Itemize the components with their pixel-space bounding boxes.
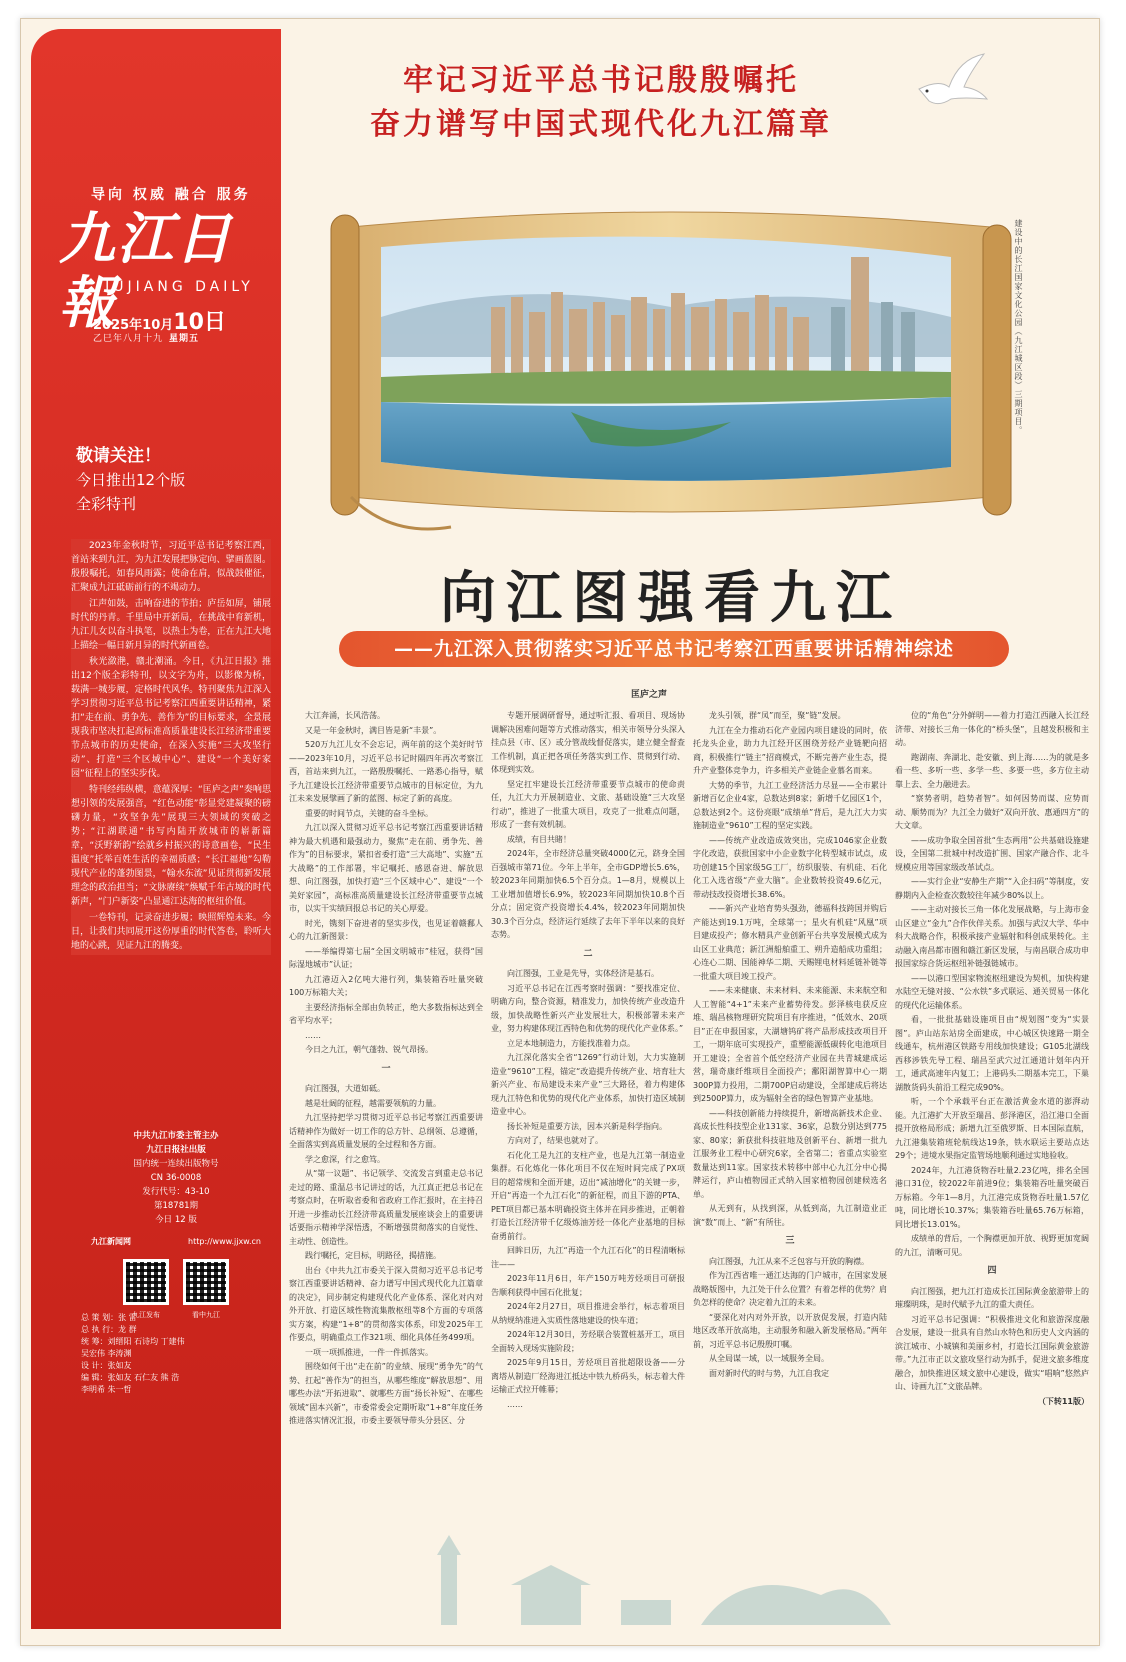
masthead-pinyin: JIUJIANG DAILY (97, 279, 254, 295)
credit-line: 总 策 划：张 雷 (81, 1313, 137, 1322)
top-headline (241, 59, 961, 147)
paragraph: 2024年，九江港货物吞吐量2.23亿吨，排名全国港口31位，较2022年前进9位；集装箱吞吐量突破百万标箱。今年1—8月，九江港完成货物吞吐量1.57亿吨，同比增长10.37%；集装箱吞吐量65.76万标箱，同比增长13.01%。 (895, 1165, 1089, 1229)
article-column (289, 709, 483, 1539)
credit-line: 总 执 行：龙 群 (81, 1325, 137, 1334)
credit-line: 李明希 朱一哲 (81, 1385, 132, 1394)
intro-text (71, 539, 271, 955)
date-prefix: 2025年10月 (93, 318, 174, 333)
credit-line: 吴宏伟 李涛渊 (81, 1349, 132, 1358)
paragraph: 坚定扛牢建设长江经济带重要节点城市的使命责任，九江大力开展制造业、文旅、基础设施“三大攻坚行动”，推进了一批重大项目，攻克了一批难点问题，形成了一套有效机制。 (491, 779, 685, 829)
paragraph: 从无到有，从找到深，从低到高，九江制造业正演“数”而上、“新”有所往。 (693, 1204, 887, 1227)
headline-line2: 奋力谱写中国式现代化九江篇章 (370, 107, 832, 142)
paragraph: 习近平总书记强调：“积极推进文化和旅游深度融合发展，建设一批具有自然山水特色和历史人文内涵的滨江城市、小城镇和美丽乡村，打造长江国际黄金旅游带。”九江市正以文旅攻坚行动为抓手，促进文旅多维度融合，加快推进区域文旅中心建设，做实“唱响”悠然庐山、诗画九江”文旅品牌。 (895, 1314, 1089, 1391)
paragraph: 立足本地制造力，方能找准着力点。 (507, 1038, 635, 1048)
paragraph: 石化化工是九江的支柱产业，也是九江第一制造业集群。石化炼化一体化项目不仅在短时间完成了PX项目的超常规和全面开建，迈出“减油增化”的关键一步，开启“再造一个九江石化”的新征程，而且下游的PTA、PET项目都已基本明确投资主体并在同步推进，正朝着打造长江经济带千亿级炼油芳烃一体化产业基地的目标奋勇前行。 (491, 1150, 685, 1241)
dove-icon (909, 49, 989, 121)
section-number: 三 (785, 1236, 795, 1246)
issue-code: 发行代号：43-10 (142, 1187, 210, 1197)
paragraph: 2024年2月27日，项目推进会举行，标志着项目从纳规纳准进入实质性落地建设的快车道； (491, 1302, 685, 1325)
paragraph: 成绩单的背后，一个胸襟更加开放、视野更加宽阔的九江，清晰可见。 (895, 1234, 1089, 1257)
paragraph: 跑湖南、奔湖北、赴安徽、到上海……为的就是多看一些、多听一些、多学一些、多要一些，多方位主动靠上去、全力融进去。 (895, 752, 1089, 789)
masthead-panel (31, 29, 281, 1629)
notice-title: 敬请关注！ (76, 446, 161, 466)
paragraph: “察势者明，趋势者智”。如何因势而谋、应势而动、顺势而为？九江全力做好“双向开放、惠通四方”的大文章。 (895, 794, 1089, 830)
paragraph: 越是壮阔的征程，越需要领航的力量。 (305, 1098, 441, 1108)
publisher: 九江日报社出版 (146, 1145, 206, 1155)
paragraph: 520万九江儿女不会忘记，两年前的这个美好时节——2023年10月，习近平总书记时隔四年再次考察江西，首站来到九江，一路殷殷嘱托、一路悉心指导，赋予九江建设长江经济带重要节点城市的目标定位，为九江未来发展擘画了新的蓝图、标定了新的高度。 (289, 740, 483, 803)
intro-para: 江声如鼓，击响奋进的节拍；庐岳如屏，铺展时代的丹青。千里局中开新局，在挑战中育新机，九江儿女以奋斗执笔，以热土为卷，正在九江大地上描绘一幅日新月异的时代新画卷。 (71, 599, 271, 651)
paragraph: 2024年，全市经济总量突破4000亿元，跻身全国百强城市第71位。今年上半年，全市GDP增长5.6%，较2023年同期加快6.5个百分点。1—8月，规模以上工业增加值增长6.9%，较2023年同期加快10.8个百分点；固定资产投资增长4.4%，较2023年同期加快30.3个百分点，经济运行延续了去年下半年以来的良好态势。 (491, 849, 685, 939)
newspaper-page (20, 18, 1100, 1646)
paragraph: 九江坚持把学习贯彻习近平总书记考察江西重要讲话精神作为做好一切工作的总方针、总纲领、总遵循，全面落实到高质量发展的全过程和各方面。 (289, 1113, 483, 1149)
paragraph: 2023年11月6日，年产150万吨芳烃项目可研报告顺利获得中国石化批复； (491, 1274, 685, 1297)
paragraph: 九江深化落实全省“1269”行动计划，大力实施制造业“9610”工程，锚定“改造提升传统产业、培育壮大新兴产业、布局建设未来产业”三大路径，着力构建体现九江特色和优势的现代化产业体系，加快打造区域制造业中心。 (491, 1053, 685, 1116)
paragraph: 九江在全力推动石化产业园内项目建设的同时，依托龙头企业，助力九江经开区围绕芳烃产业链靶向招商，积极推行“链主”招商模式，不断完善产业生态，提升产业整体竞争力，许多相关产业链企业慕名而来。 (693, 725, 887, 775)
paragraph: 一项一项抓推进，一件一件抓落实。 (305, 1347, 433, 1357)
paragraph: 向江图强，大道如砥。 (305, 1084, 385, 1093)
notice-line3: 全彩特刊 (76, 495, 137, 513)
paragraph: ——实行企业“安静生产期”“入企扫码”等制度，安静期内入企检查次数较往年减少80%以上。 (895, 877, 1089, 900)
paragraph: …… (507, 1399, 523, 1409)
paragraph: 面对新时代的时与势，九江自我定 (709, 1368, 829, 1378)
intro-para: 特刊经纬纵横，意蕴深厚：“匡庐之声”奏响思想引领的发展强音，“红色动能”彰显党建凝聚的磅礴力量，“攻坚争先”展现三大领域的突破之势；“江湖联通”书写内陆开放城市的崭新篇章，“沃野新韵”绘就乡村振兴的诗意画卷，“民生温度”托举百姓生活的幸福质感；“长江福地”勾勒现代产业的蓬勃图景，“翰水东流”见证贯彻新发展理念的政治担当；“文脉赓续”焕赋千年古城的时代新声，“门户新姿”凸显通江达海的枢纽价值。 (71, 785, 271, 907)
paragraph: 大江奔涌，长风浩荡。 (305, 711, 385, 720)
article-column (491, 709, 685, 1539)
paragraph: ——科技创新能力持续提升，新增高新技术企业、高成长性科技型企业131家、36家，总数分别达到775家、80家；新获批科技驻地及创新平台、新增一批九江服务业工程中心研究6家，全省第二；省重点实验室数量达到11家。国家技术转移中部中心九江分中心揭牌运行，庐山植物园正式纳入国家植物园创建候选名单。 (693, 1108, 887, 1199)
intro-para: 2023年金秋时节，习近平总书记考察江西，首站来到九江，为九江发展把脉定向、擘画蓝图。殷殷嘱托，如春风雨露；使命在肩，似战鼓催征，汇聚成九江砥砺前行的不竭动力。 (71, 541, 271, 593)
qr-code-icon[interactable] (183, 1259, 229, 1305)
paragraph: 2024年12月30日，芳烃联合装置桩基开工，项目全面转入现场实施阶段； (491, 1330, 685, 1353)
credit-line: 设 计：张如友 (81, 1361, 132, 1370)
paragraph: 听，一个个承载平台正在激活黄金水道的澎湃动能。九江港扩大开放至瑞昌、彭泽港区，沿江港口全面提开放格局形成；新增九江至俄罗斯、日本国际直航，九江港集装箱班轮航线达19条，铁水联运主要站点达29个；进境水果指定监管场地顺利通过实地验收。 (895, 1097, 1089, 1160)
notice-box (76, 444, 185, 516)
sponsor: 中共九江市委主管主办 (133, 1131, 219, 1141)
landmark-illustration (401, 1525, 901, 1635)
city-photo (311, 197, 1031, 547)
paragraph: 时光，镌刻下奋进者的坚实步伐，也见证着赣鄱人心的九江新图景： (289, 918, 483, 941)
paragraph: 向江图强，九江从来不乏包容与开放的胸襟。 (709, 1256, 869, 1266)
issue-number: 第18781期 (153, 1201, 199, 1211)
headline-line1: 牢记习近平总书记殷殷嘱托 (403, 63, 799, 98)
paragraph: ——主动对接长三角一体化发展战略，与上海市金山区建立“金九”合作伙伴关系。加强与武汉大学、华中科大战略合作，积极承接产业辐射和科创成果转化。主动融入南昌都市圈和赣江新区发展，与南昌联合成功申报国家综合货运枢纽补链强链城市。 (895, 905, 1089, 968)
paragraph: ——传统产业改造成效突出，完成1046家企业数字化改造，获批国家中小企业数字化转型城市试点，成功创建15个国家级5G工厂，纺织服装、有机硅、石化化工入选省级“产业大脑”。企业数转投资49.6亿元，带动技改投资增长38.6%。 (693, 835, 887, 899)
section-number: 四 (987, 1266, 997, 1276)
paragraph: ——新兴产业培育势头强劲，德福科技跨国并购后产能达到19.1万吨，全球第一；星火有机硅“风凰”项目建成投产；修水精具产业创新平台共享发展模式成为山区工业典范；新江洲船舶重工、朔升造船成功重组；心连心二期、国能神华二期、天赐锂电材料延链补链等一批重大项目竣工投产。 (693, 904, 887, 981)
paragraph: 方向对了，结果也就对了。 (507, 1136, 603, 1145)
paragraph: 九江港迈入2亿吨大港行列，集装箱吞吐量突破100万标箱大关； (289, 974, 483, 997)
paragraph: 专题开展调研督导，通过听汇报、看项目、现场协调解决困难问题等方式推动落实，相关市领导分头深入挂点县（市、区）或分管战线督促落实，建立健全督查工作机制，真正把各项任务落实到工作、贯彻到行动、体现到实效。 (491, 711, 685, 774)
newspaper-logo: 九江日報 (59, 206, 233, 336)
paragraph: ——以港口型国家物流枢纽建设为契机，加快构建水陆空无缝对接、“公水铁”多式联运、通关贸易一体化的现代化运输体系。 (895, 973, 1089, 1010)
main-title: 向江图强看九江 (440, 566, 902, 631)
byline: 匡庐之声 (631, 690, 668, 700)
section-number: 一 (381, 1063, 391, 1074)
paragraph: 习近平总书记在江西考察时强调：“要找准定位、明确方向，整合资源，精准发力，加快传统产业改造升级，加快战略性新兴产业发展壮大，积极部署未来产业，努力构建体现江西特色和优势的现代化产业体系。” (491, 983, 685, 1033)
paragraph: 今日之九江，朝气蓬勃、锐气昂扬。 (305, 1045, 433, 1054)
website-row (91, 1235, 261, 1249)
paragraph: 成绩，有目共睹！ (507, 834, 571, 844)
continued-on-page[interactable]: （下转11版） (1037, 1396, 1089, 1406)
paragraph: 看，一批批基础设施项目由“规划图”变为“实景图”。庐山站东站房全面建成，中心城区快速路一期全线通车，杭州港区铁路专用线加快建设；G105北湖线西移涉铁先导工程、瑞昌至武穴过江通道计划年内开工，通武高速年内复工；上港码头二期基本完工，下巢湖散货码头前沿工程完成90%。 (895, 1015, 1089, 1092)
article-column (693, 709, 887, 1539)
qr-code-icon[interactable] (123, 1259, 169, 1305)
lunar-text: 乙巳年八月十九 (93, 334, 164, 344)
paragraph: 作为江西省唯一通江达海的门户城市，在国家发展战略版图中，九江处于什么位置？有着怎样的优势？肩负怎样的使命？决定着九江的未来。 (693, 1271, 887, 1307)
intro-para: 秋光潋滟，赣北潮涌。今日，《九江日报》推出12个版全彩特刊，以文字为舟，以影像为桥，载满一城步履，定格时代风华。特刊聚焦九江深入学习贯彻习近平总书记考察江西重要讲话精神，紧扣“走在前、勇争先、善作为”的目标要求，全景展现我市坚决扛起高标准高质量建设长江经济带重要节点城市的历史使命，在深入实施“三大攻坚行动”、打造“三个区域中心”、建设“一个美好家园”征程上的坚实步伐。 (71, 657, 271, 779)
article-body (289, 709, 1089, 1539)
paragraph: 2025年9月15日，芳烃项目首批超限设备——分离塔从制造厂经海进江抵达中铁九桥码头，标志着大件运输正式拉开帷幕； (491, 1358, 685, 1394)
photo-caption: 建设中的长江国家文化公园（九江城区段）三期项目。 (1014, 219, 1023, 435)
weekday: 星期五 (169, 334, 200, 344)
paragraph: 重要的时间节点，关键的奋斗坐标。 (305, 808, 433, 818)
paragraph: “要深化对内对外开放，以开放促发展，打造内陆地区改革开放高地，主动服务和融入新发展格局。”两年前，习近平总书记殷殷叮嘱。 (693, 1312, 887, 1349)
article-column (895, 709, 1089, 1539)
lunar-date (93, 331, 199, 344)
paragraph: 学之愈深，行之愈笃。 (305, 1154, 385, 1164)
page-count: 今日 12 版 (155, 1215, 197, 1225)
editorial-credits (81, 1312, 261, 1396)
qr-label: 九江发布 (132, 1311, 160, 1319)
masthead-tagline: 导向 权威 融合 服务 (91, 187, 251, 203)
paragraph: 九江以深入贯彻习近平总书记考察江西重要讲话精神为最大机遇和最强动力，聚焦“走在前、勇争先、善作为”的目标要求，紧扣省委打造“三大高地”、实施“五大战略”的工作部署，牢记嘱托、感恩奋进、解放思想、向江图强，加快打造“三个区域中心”、建设“一个美好家园”，高标准高质量建设长江经济带重要节点城市，以实干实绩回报总书记的关心厚爱。 (289, 823, 483, 913)
paragraph: 从全局谋一域，以一域服务全局。 (709, 1354, 829, 1363)
paragraph: ——举编得第七届“全国文明城市”桂冠，获得“国际湿地城市”认证； (289, 946, 483, 969)
paragraph: 践行嘱托，定目标，明路径，揭措施。 (305, 1251, 441, 1260)
notice-line2: 今日推出12个版 (76, 471, 186, 489)
date-day: 10日 (173, 310, 226, 335)
paragraph: 扬长补短是重要方法，因本兴新是科学指向。 (507, 1121, 667, 1131)
site-name: 九江新闻网 (91, 1237, 131, 1246)
publication-info (91, 1129, 261, 1322)
paragraph: ——未来健康、未来材料、未来能源、未来航空和人工智能“4+1”未来产业蓄势待发。彭泽核电获反应堆、瑞昌核物理研究院项目有序推进，“低效水、20项目”正在申报国家，大湖塘钨矿将产品形成技改项目开工，一期年底可实现投产，重塑能源低碳转化电池项目开工建设；全省首个低空经济产业园在共青城建成运营，瑞奇康纤维项目全面投产；鄱阳湖智算中心一期300P算力投用，二期700P启动建设，全部建成后将达到2500P算力，成为辐射全省的绿色智算产业基地。 (693, 986, 887, 1103)
city-photo-scroll (311, 197, 1031, 547)
credit-line: 编 辑：张如友 石仁友 熊 浩 (81, 1373, 180, 1382)
subtitle-banner: ——九江深入贯彻落实习近平总书记考察江西重要讲话精神综述 (339, 631, 1009, 667)
paragraph: 出台《中共九江市委关于深入贯彻习近平总书记考察江西重要讲话精神、奋力谱写中国式现代化九江篇章的决定》，同步制定构建现代化产业体系、深化对内对外开放、打造区域性物流集散枢纽等8个方面的专项落实方案，构建“1+8”的贯彻落实体系，印发2025年工作要点，明确重点工作321项、细化具体任务499项。 (289, 1265, 483, 1342)
paragraph: ——成功争取全国首批“生态两用”公共基础设施建设，全国第二批城中村改造扩围、国家产融合作、北斗规模应用等国家级改革试点。 (895, 835, 1089, 872)
paragraph: 围绕如何干出“走在前”的业绩、展现“勇争先”的气势、扛起“善作为”的担当，从哪些维度“解放思想”、用哪些办法“开拓进取”、就哪些方面“扬长补短”、在哪些领域“固本兴新”，市委常委会定期听取“1+8”年度任务推进落实情况汇报，市委主要领导带头分县区、分 (289, 1362, 483, 1425)
qr-label: 看中九江 (192, 1311, 220, 1319)
paragraph: 又是一年金秋时，满目皆是新“丰景”。 (305, 725, 442, 735)
intro-para: 一卷特刊，记录奋进步履；映照辉煌未来。今日，让我们共同展开这份厚重的时代答卷，聆听大地的心跳，见证九江的腾变。 (71, 913, 271, 951)
site-url[interactable]: http://www.jjxw.cn (188, 1237, 261, 1246)
paragraph: 从“第一议题”、书记领学、交流发言到重走总书记走过的路、重温总书记讲过的话，九江真正把总书记在考察点时，在听取省委和省政府工作汇报时，在主持召开进一步推动长江经济带高质量发展座谈会上的重要讲话要指示精神学深悟透，不断增强贯彻落实的自觉性、主动性、创造性。 (289, 1169, 483, 1246)
paragraph: …… (305, 1030, 321, 1040)
paragraph: 龙头引领，群“凤”而至，聚“链”发展。 (709, 711, 846, 720)
cn-number: CN 36-0008 (150, 1173, 202, 1183)
section-number: 二 (583, 948, 593, 959)
paragraph: 主要经济指标全部由负转正，绝大多数指标达到全省平均水平； (289, 1002, 483, 1025)
paragraph: 向江图强，把九江打造成长江国际黄金旅游带上的璀璨明珠，是时代赋予九江的重大责任。 (895, 1286, 1089, 1309)
credit-line: 统 筹：刘缙阳 石诗均 丁建伟 (81, 1337, 185, 1346)
paragraph: 大势的季节，九江工业经济活力尽显——全市累计新增百亿企业4家，总数达到8家；新增千亿园区1个，总数达到2个。这份亮眼“成绩单”背后，是九江大力实施制造业“9610”工程的坚定实践。 (693, 780, 887, 830)
paragraph: 向江图强，工业是先导，实体经济是基石。 (507, 969, 659, 978)
paragraph: 回眸日历，九江“再造一个九江石化”的日程清晰标注—— (491, 1246, 685, 1269)
paragraph: 位的“角色”分外鲜明——着力打造江西融入长江经济带、对接长三角一体化的“桥头堡”，且越发积极和主动。 (895, 711, 1089, 747)
cn-label: 国内统一连续出版物号 (133, 1159, 219, 1169)
